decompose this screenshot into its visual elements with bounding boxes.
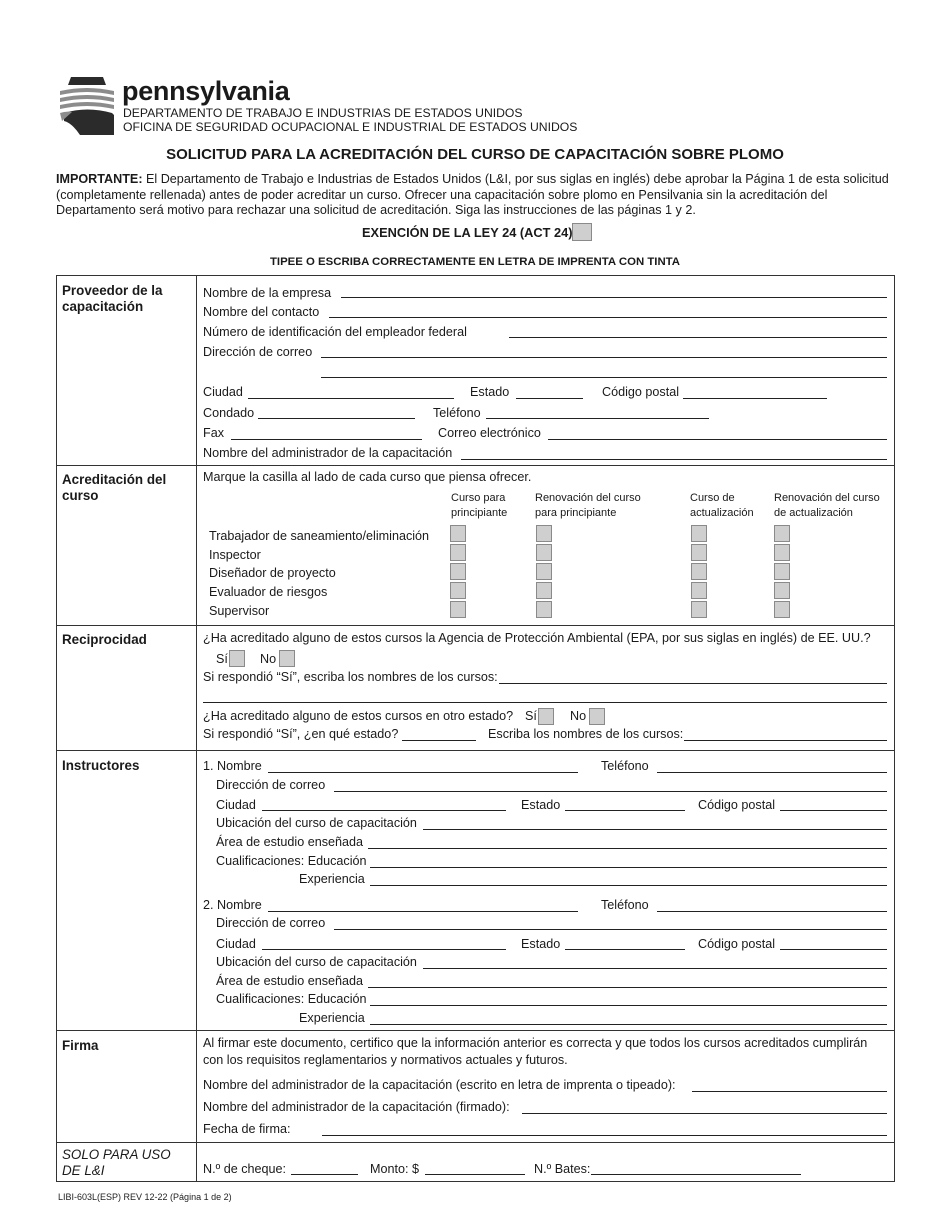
- email-label: Correo electrónico: [438, 426, 541, 440]
- course-label: Evaluador de riesgos: [209, 585, 328, 599]
- checkbox-abatement-initial-renewal[interactable]: [536, 525, 552, 542]
- zip-label: Código postal: [602, 385, 680, 399]
- state-course-names-input[interactable]: [684, 740, 887, 741]
- instructor2-education-input[interactable]: [370, 1005, 887, 1006]
- checkbox-abatement-initial[interactable]: [450, 525, 466, 542]
- email-input[interactable]: [548, 439, 887, 440]
- instructor1-name-label: 1. Nombre: [203, 759, 262, 773]
- instructor1-state-input[interactable]: [565, 810, 685, 811]
- instructor2-area-label: Área de estudio enseñada: [216, 974, 364, 988]
- instructor1-phone-input[interactable]: [657, 772, 887, 773]
- checkbox-inspector-initial[interactable]: [450, 544, 466, 561]
- instructor2-experience-input[interactable]: [370, 1024, 887, 1025]
- checkbox-supervisor-initial-renewal[interactable]: [536, 601, 552, 618]
- instructor2-city-label: Ciudad: [216, 937, 256, 951]
- address-input-2[interactable]: [321, 377, 887, 378]
- checkbox-inspector-refresher[interactable]: [691, 544, 707, 561]
- instructor2-city-input[interactable]: [262, 949, 506, 950]
- instructor2-location-input[interactable]: [423, 968, 887, 969]
- instructor1-education-input[interactable]: [370, 867, 887, 868]
- col-header-initial: Curso para principiante: [451, 492, 508, 519]
- fein-input[interactable]: [509, 337, 887, 338]
- instructor1-state-label: Estado: [521, 798, 561, 812]
- row-divider: [57, 750, 894, 751]
- instructor1-zip-input[interactable]: [780, 810, 887, 811]
- course-label: Diseñador de proyecto: [209, 566, 336, 580]
- fein-label: Número de identificación del empleador federal: [203, 325, 467, 339]
- checkbox-abatement-refresher[interactable]: [691, 525, 707, 542]
- state-label: Estado: [470, 385, 510, 399]
- checkbox-inspector-refresher-renewal[interactable]: [774, 544, 790, 561]
- zip-input[interactable]: [683, 398, 827, 399]
- row-divider: [57, 1142, 894, 1143]
- check-number-input[interactable]: [291, 1174, 358, 1175]
- row-divider: [57, 625, 894, 626]
- instructor1-phone-label: Teléfono: [601, 759, 649, 773]
- checkbox-designer-initial[interactable]: [450, 563, 466, 580]
- instructor2-address-input[interactable]: [334, 929, 887, 930]
- which-state-input[interactable]: [402, 740, 476, 741]
- other-state-no-label: No: [570, 709, 587, 723]
- instructor1-zip-label: Código postal: [698, 798, 776, 812]
- section-label-instructors: Instructores: [62, 758, 140, 773]
- form-title: SOLICITUD PARA LA ACREDITACIÓN DEL CURSO DE CAPACITACIÓN SOBRE PLOMO: [166, 146, 784, 163]
- act24-label: EXENCIÓN DE LA LEY 24 (ACT 24): [362, 225, 573, 240]
- instructor1-city-input[interactable]: [262, 810, 506, 811]
- other-state-no-checkbox[interactable]: [589, 708, 605, 725]
- state-course-names-label: Escriba los nombres de los cursos:: [488, 727, 684, 741]
- check-number-label: N.º de cheque:: [203, 1162, 287, 1176]
- admin-signed-label: Nombre del administrador de la capacitación (firmado):: [203, 1100, 510, 1114]
- instructor1-name-input[interactable]: [268, 772, 578, 773]
- section-label-reciprocity: Reciprocidad: [62, 632, 147, 647]
- instructor1-location-input[interactable]: [423, 829, 887, 830]
- certification-statement: Al firmar este documento, certifico que la información anterior es correcta y que todos los cursos acreditados cumplirán con los requisitos reglamentarios y normativos actuales y futuros.: [203, 1036, 868, 1067]
- phone-input[interactable]: [486, 418, 709, 419]
- instructor1-address-input[interactable]: [334, 791, 887, 792]
- contact-input[interactable]: [329, 317, 887, 318]
- checkbox-supervisor-initial[interactable]: [450, 601, 466, 618]
- checkbox-supervisor-refresher-renewal[interactable]: [774, 601, 790, 618]
- amount-input[interactable]: [425, 1174, 525, 1175]
- instructor1-experience-input[interactable]: [370, 885, 887, 886]
- fax-input[interactable]: [231, 439, 422, 440]
- epa-no-checkbox[interactable]: [279, 650, 295, 667]
- form-footer-id: LIBI-603L(ESP) REV 12-22 (Página 1 de 2): [58, 1192, 232, 1202]
- course-label: Supervisor: [209, 604, 270, 618]
- epa-question: ¿Ha acreditado alguno de estos cursos la Agencia de Protección Ambiental (EPA, por sus siglas en inglés) de EE. UU.?: [203, 631, 871, 645]
- section-label-signature: Firma: [62, 1038, 99, 1053]
- instructor2-address-label: Dirección de correo: [216, 916, 326, 930]
- checkbox-inspector-initial-renewal[interactable]: [536, 544, 552, 561]
- course-label: Inspector: [209, 548, 261, 562]
- address-label: Dirección de correo: [203, 345, 313, 359]
- admin-printed-input[interactable]: [692, 1091, 887, 1092]
- column-divider: [196, 276, 197, 1181]
- instructor1-experience-label: Experiencia: [299, 872, 365, 886]
- instructor2-location-label: Ubicación del curso de capacitación: [216, 955, 417, 969]
- col-header-refresher: Curso de actualización: [690, 492, 754, 519]
- admin-input[interactable]: [461, 459, 887, 460]
- contact-label: Nombre del contacto: [203, 305, 320, 319]
- course-label: Trabajador de saneamiento/eliminación: [209, 529, 430, 543]
- checkbox-supervisor-refresher[interactable]: [691, 601, 707, 618]
- col-header-initial-renewal: Renovación del curso para principiante: [535, 492, 641, 519]
- instructor2-area-input[interactable]: [368, 987, 887, 988]
- section-label-accreditation: Acreditación del curso: [62, 472, 167, 503]
- epa-no-label: No: [260, 652, 277, 666]
- instructions: TIPEE O ESCRIBA CORRECTAMENTE EN LETRA DE IMPRENTA CON TINTA: [269, 256, 681, 268]
- instructor2-education-label: Cualificaciones: Educación: [216, 992, 367, 1006]
- instructor2-zip-label: Código postal: [698, 937, 776, 951]
- row-divider: [57, 1030, 894, 1031]
- instructor1-address-label: Dirección de correo: [216, 778, 326, 792]
- bates-input[interactable]: [591, 1174, 801, 1175]
- instructor2-state-label: Estado: [521, 937, 561, 951]
- company-input[interactable]: [341, 297, 887, 298]
- department-name: DEPARTAMENTO DE TRABAJO E INDUSTRIAS DE ESTADOS UNIDOS OFICINA DE SEGURIDAD OCUPACIONAL E INDUSTRIAL DE ESTADOS UNIDOS: [123, 106, 578, 134]
- checkbox-designer-refresher-renewal[interactable]: [774, 563, 790, 580]
- state-input[interactable]: [516, 398, 583, 399]
- instructor2-phone-input[interactable]: [657, 911, 887, 912]
- checkbox-risk-initial-renewal[interactable]: [536, 582, 552, 599]
- instructor2-phone-label: Teléfono: [601, 898, 649, 912]
- epa-yes-label: Sí: [216, 652, 228, 666]
- address-input-1[interactable]: [321, 357, 887, 358]
- epa-course-names-label: Si respondió “Sí”, escriba los nombres de los cursos:: [203, 670, 498, 684]
- company-label: Nombre de la empresa: [203, 286, 332, 300]
- checkbox-designer-initial-renewal[interactable]: [536, 563, 552, 580]
- phone-label: Teléfono: [433, 406, 481, 420]
- city-label: Ciudad: [203, 385, 243, 399]
- epa-yes-checkbox[interactable]: [229, 650, 245, 667]
- checkbox-risk-refresher-renewal[interactable]: [774, 582, 790, 599]
- city-input[interactable]: [248, 398, 454, 399]
- other-state-yes-label: Sí: [525, 709, 537, 723]
- checkbox-risk-refresher[interactable]: [691, 582, 707, 599]
- section-label-office-use: SOLO PARA USO DE L&I: [62, 1147, 171, 1178]
- other-state-yes-checkbox[interactable]: [538, 708, 554, 725]
- which-state-label: Si respondió “Sí”, ¿en qué estado?: [203, 727, 399, 741]
- other-state-question: ¿Ha acreditado alguno de estos cursos en otro estado?: [203, 709, 514, 723]
- checkbox-designer-refresher[interactable]: [691, 563, 707, 580]
- pennsylvania-keystone-logo: [58, 77, 116, 135]
- instructor1-location-label: Ubicación del curso de capacitación: [216, 816, 417, 830]
- instructor2-zip-input[interactable]: [780, 949, 887, 950]
- fax-label: Fax: [203, 426, 224, 440]
- intro-paragraph: IMPORTANTE: El Departamento de Trabajo e Industrias de Estados Unidos (L&I, por sus siglas en inglés) debe aprobar la Página 1 de esta solicitud (completamente rellenada) antes de poder acreditar un curso. Ofrecer una capacitación sobre plomo en Pensilvania sin la acreditación del Departamento será motivo para rechazar una solicitud de acreditación. Siga las instrucciones de las páginas 1 y 2.: [56, 172, 889, 218]
- instructor2-name-input[interactable]: [268, 911, 578, 912]
- signature-date-input[interactable]: [322, 1135, 887, 1136]
- checkbox-risk-initial[interactable]: [450, 582, 466, 599]
- row-divider: [57, 465, 894, 466]
- accreditation-instruction: Marque la casilla al lado de cada curso que piensa ofrecer.: [203, 470, 532, 484]
- checkbox-abatement-refresher-renewal[interactable]: [774, 525, 790, 542]
- brand-name: pennsylvania: [122, 76, 290, 106]
- amount-label: Monto: $: [370, 1162, 420, 1176]
- instructor2-experience-label: Experiencia: [299, 1011, 365, 1025]
- instructor1-area-label: Área de estudio enseñada: [216, 835, 364, 849]
- instructor1-area-input[interactable]: [368, 848, 887, 849]
- epa-course-names-input-1[interactable]: [499, 683, 887, 684]
- admin-label: Nombre del administrador de la capacitación: [203, 446, 453, 460]
- county-input[interactable]: [258, 418, 415, 419]
- act24-checkbox[interactable]: [572, 223, 592, 241]
- admin-signed-input[interactable]: [522, 1113, 887, 1114]
- admin-printed-label: Nombre del administrador de la capacitación (escrito en letra de imprenta o tipeado):: [203, 1078, 676, 1092]
- instructor2-state-input[interactable]: [565, 949, 685, 950]
- instructor1-city-label: Ciudad: [216, 798, 256, 812]
- bates-label: N.º Bates:: [534, 1162, 591, 1176]
- instructor1-education-label: Cualificaciones: Educación: [216, 854, 367, 868]
- county-label: Condado: [203, 406, 255, 420]
- signature-date-label: Fecha de firma:: [203, 1122, 291, 1136]
- section-label-provider: Proveedor de la capacitación: [62, 283, 163, 314]
- instructor2-name-label: 2. Nombre: [203, 898, 262, 912]
- col-header-refresher-renewal: Renovación del curso de actualización: [774, 492, 880, 519]
- epa-course-names-input-2[interactable]: [203, 702, 887, 703]
